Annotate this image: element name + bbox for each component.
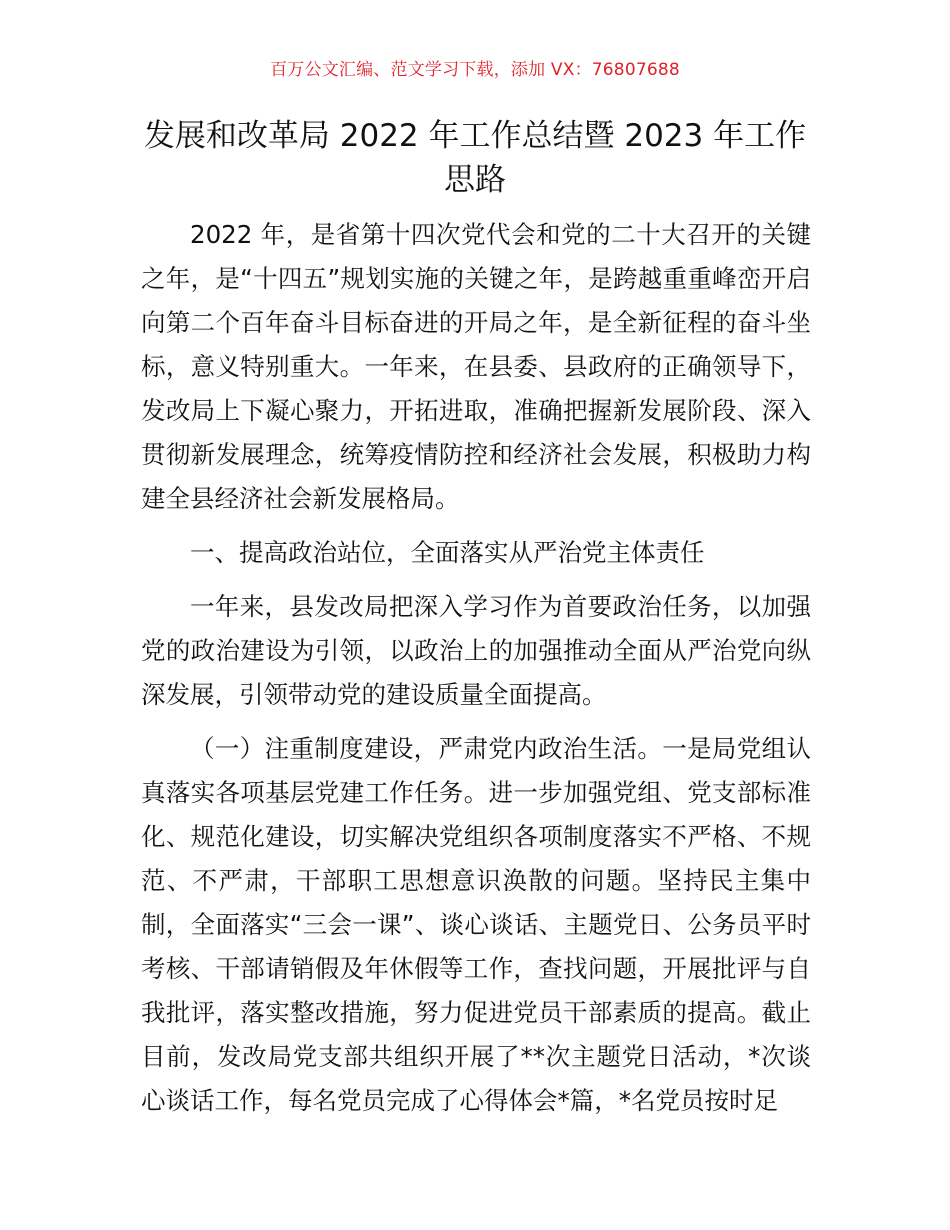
paragraph-section-1-intro: 一年来，县发改局把深入学习作为首要政治任务，以加强党的政治建设为引领，以政治上的加强推动全面从严治党向纵深发展，引领带动党的建设质量全面提高。 — [141, 592, 811, 709]
paragraph-subsection-1: （一）注重制度建设，严肃党内政治生活。一是局党组认真落实各项基层党建工作任务。进一步加强党组、党支部标准化、规范化建设，切实解决党组织各项制度落实不严格、不规范、不严肃，干部职工思想意识涣散的问题。坚持民主集中制，全面落实“三会一课”、谈心谈话、主题党日、公务员平时考核、干部请销假及年休假等工作，查找问题，开展批评与自我批评，落实整改措施，努力促进党员干部素质的提高。截止目前，发改局党支部共组织开展了**次主题党日活动，*次谈心谈话工作，每名党员完成了心得体会*篇，*名党员按时足 — [141, 734, 811, 1115]
document-body — [141, 213, 811, 1123]
paragraph-intro: 2022 年，是省第十四次党代会和党的二十大召开的关键之年，是“十四五”规划实施的关键之年，是跨越重重峰峦开启向第二个百年奋斗目标奋进的开局之年，是全新征程的奋斗坐标，意义特别重大。一年来，在县委、县政府的正确领导下，发改局上下凝心聚力，开拓进取，准确把握新发展阶段、深入贯彻新发展理念，统筹疫情防控和经济社会发展，积极助力构建全县经济社会新发展格局。 — [141, 220, 811, 513]
header-banner: 百万公文汇编、范文学习下载，添加 VX：76807688 — [270, 60, 680, 80]
section-heading-1: 一、提高政治站位，全面落实从严治党主体责任 — [190, 538, 705, 567]
document-title: 发展和改革局 2022 年工作总结暨 2023 年工作思路 — [143, 118, 807, 198]
